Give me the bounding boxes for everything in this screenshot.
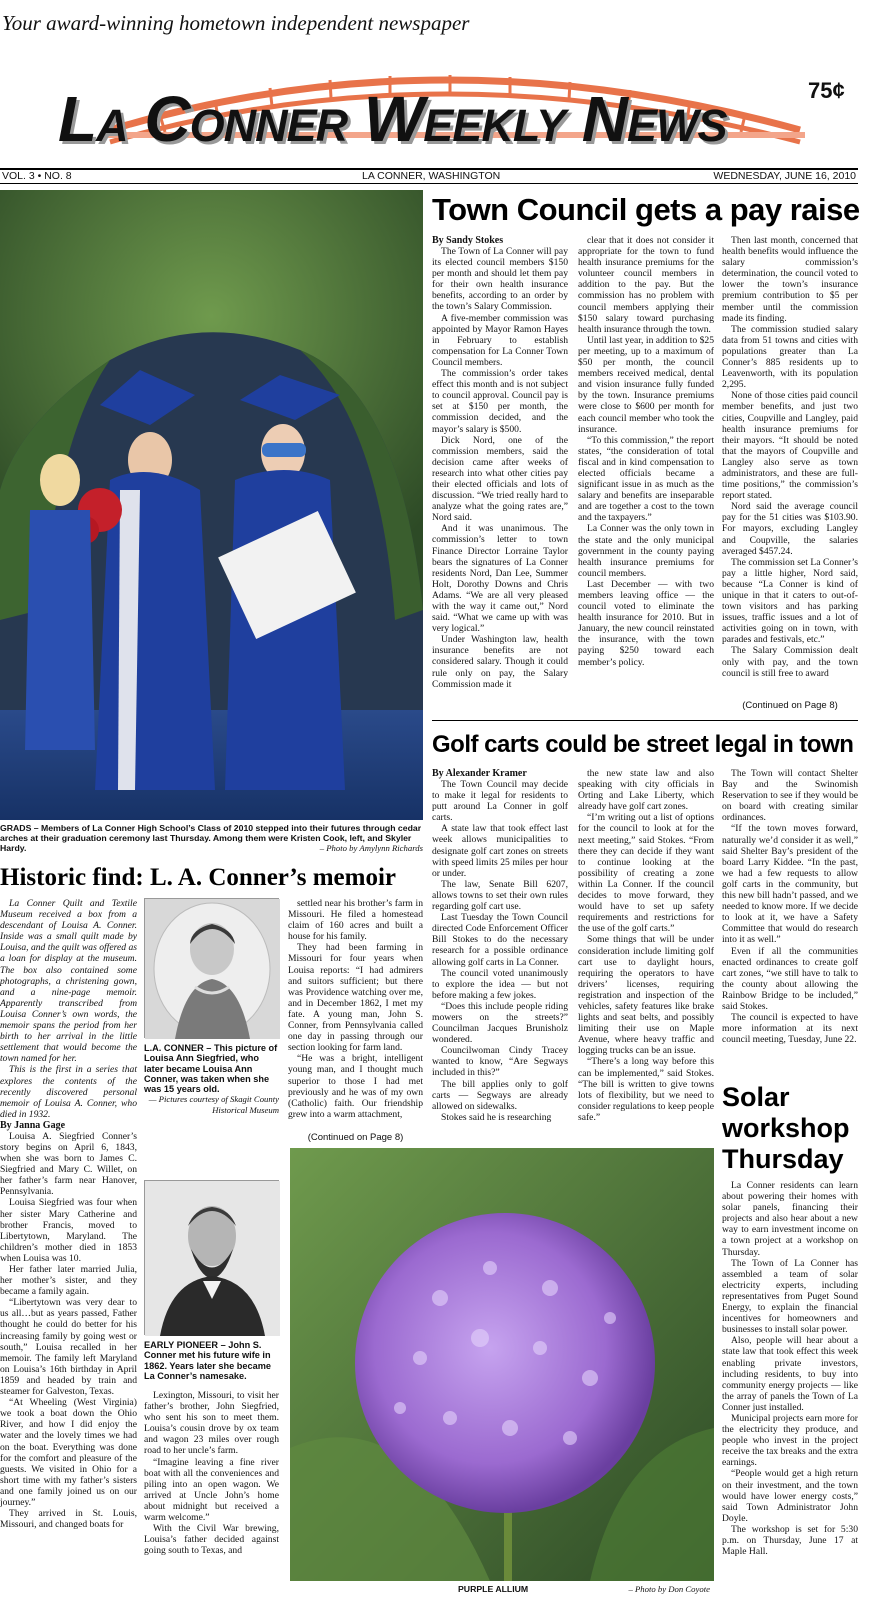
paragraph: The commission studied salary data from 51 towns and cities with populations greater than La Conner’s 885 residents up to Leavenworth, with its population 2,295.	[722, 323, 858, 391]
portrait-woman-icon	[145, 899, 280, 1039]
paragraph: Until last year, in addition to $25 per meeting, up to a maximum of $50 per month, the council members received medical, dental and vision insurance fully funded by the town. Insurance premiums were close to $600 per month for each council member who took the insurance.	[578, 334, 714, 435]
paragraph: This is the first in a series that explores the contents of the recently discovered personal memoir of Louisa A. Conner, who died in 1932.	[0, 1064, 137, 1120]
paragraph: Also, people will hear about a state law that took effect this week enabling private investors, including residents, to buy into community energy projects — like the array of panels the Town of La Conner just installed.	[722, 1335, 858, 1413]
louisa-portrait	[144, 898, 279, 1038]
graduation-photo	[0, 190, 423, 820]
divider	[432, 720, 858, 721]
paragraph: “There’s a long way before this can be implemented,” said Stokes. “The bill is written to give towns lots of flexibility, but we need to consider regulations to keep people safe.”	[578, 1056, 714, 1123]
paragraph: The Salary Commission dealt only with pay, and the town council is still free to award	[722, 645, 858, 679]
paragraph: “People would get a high return on their investment, and the town would have lower energy costs,” said Town Administrator John Doyle.	[722, 1468, 858, 1524]
paragraph: The Town Council may decide to make it legal for residents to putt around La Conner in golf carts.	[432, 779, 568, 824]
photo-credit: — Pictures courtesy of Skagit County Historical Museum	[148, 1094, 279, 1115]
paragraph: settled near his brother’s farm in Missouri. He filed a homestead claim of 160 acres and built a house for his family.	[288, 898, 423, 943]
memoir-column-2b	[144, 1390, 279, 1600]
council-column-1	[432, 235, 568, 715]
paragraph: “Imagine leaving a fine river boat with all the conveniences and piling into an open wagon. We arrived at Uncle John’s home about midnight but received a warm welcome.”	[144, 1456, 279, 1524]
council-column-2	[578, 235, 714, 715]
memoir-column-3a	[288, 898, 423, 1120]
paragraph: And it was unanimous. The commission’s letter to town Finance Director Lorraine Taylor bears the signatures of La Conner residents Nord, Dan Lee, Summer Holt, Dorothy Downs and Chris Adams. “We are all very pleased with the way it came out,” Nord said. “What we came up with was very logical.”	[432, 523, 568, 635]
council-headline: Town Council gets a pay raise	[432, 192, 860, 227]
paragraph: They had been farming in Missouri for four years when Louisa reports: “I had admirers and suitors sufficient; but there was Providence watching over me, and in December 1862, I met my fate. A young man, John S. Conner, from Pennsylvania called one day in passing through our section looking for farm land.	[288, 942, 423, 1054]
paragraph: “Does this include people riding mowers on the streets?” Councilman Jacques Brunisholz wondered.	[432, 1000, 568, 1046]
dateline-location: LA CONNER, WASHINGTON	[362, 170, 501, 182]
paragraph: Even if all the communities enacted ordinances to create golf cart zones, “we still have to talk to the county about allowing the Rainbow Bridge to be included,” said Stokes.	[722, 945, 858, 1012]
memoir-text-3a	[288, 898, 423, 1120]
paragraph: “To this commission,” the report states, “the consideration of total fiscal and in kind compensation to elected officials became a significant issue in as much as the salary and benefits are inseparable and are together a cost to the town and the taxpayers.”	[578, 434, 714, 524]
tagline: Your award-winning hometown independent newspaper	[2, 11, 470, 35]
masthead-title: La Conner Weekly News	[58, 83, 727, 155]
paragraph: clear that it does not consider it appropriate for the town to fund health insurance premiums for the volunteer council members in addition to the pay. But the commission has no problem with council members applying their $150 salary toward purchasing health insurance through the town.	[578, 235, 714, 335]
paragraph: A five-member commission was appointed by Mayor Ramon Hayes in February to establish compensation for La Conner Town Council members.	[432, 312, 568, 368]
memoir-headline: Historic find: L. A. Conner’s memoir	[0, 864, 397, 891]
paragraph: Louisa Siegfried was four when her sister Mary Catherine and brother Francis, moved to Libertytown, Maryland. The children’s mother died in 1853 when Louisa was 10.	[0, 1197, 137, 1264]
solar-headline: Solar workshop Thursday	[722, 1082, 850, 1174]
caption-text: PURPLE ALLIUM	[458, 1584, 529, 1594]
memoir-byline: By Janna Gage	[0, 1119, 66, 1131]
paragraph: Her father later married Julia, her mother’s sister, and they became a family again.	[0, 1264, 137, 1298]
paragraph: Last December — with two members leaving office — the council voted to eliminate the health insurance for 2010. But in January, the new council reinstated the insurance, with the town paying $250 toward each member’s policy.	[578, 578, 714, 668]
solar-column	[722, 1180, 858, 1600]
allium-flower-icon	[290, 1148, 714, 1581]
golf-text-3	[722, 768, 858, 1045]
price: 75¢	[808, 78, 845, 103]
memoir-column-1	[0, 898, 137, 1600]
allium-photo	[290, 1148, 714, 1581]
paragraph: The commission set La Conner’s pay a little higher, Nord said, because “La Conner is kind of unique in that it caters to out-of-town visitors and has parking issues, traffic issues and a lot of activities going on in town, with parades and festivals, etc.”	[722, 556, 858, 646]
paragraph: The council voted unanimously to explore the idea — but not before making a few jokes.	[432, 967, 568, 1001]
paragraph: None of those cities paid council member benefits, and just two cities, Coupville and Langley, paid health insurance premiums for their mayors. “It should be noted that the mayors of Coupville and Langley also serve as town administrators, and these are full-time positions,” the commission’s report stated.	[722, 390, 858, 502]
paragraph: La Conner was the only town in the state and the only municipal government in the county paying health insurance premiums for council members.	[578, 523, 714, 579]
paragraph: Dick Nord, one of the commission members, said the decision came after weeks of research into what other cities pay their elected officials and lots of discussion. “We tried really hard to analyze what the going rates are,” Nord said.	[432, 434, 568, 524]
memoir-text-1	[0, 1131, 137, 1530]
caption-lead: GRADS –	[0, 823, 42, 833]
golf-column-1	[432, 768, 568, 1146]
memoir-continued: (Continued on Page 8)	[307, 1132, 404, 1143]
golf-text-1	[432, 779, 568, 1123]
paragraph: A state law that took effect last week allows municipalities to designate golf cart zones on streets with speed limits 25 miles per hour or under.	[432, 823, 568, 879]
portrait-man-icon	[145, 1181, 280, 1336]
paragraph: Nord said the average council pay for the 51 cities was $103.90. For mayors, excluding Langley and Coupville, the salaries averaged $457.24.	[722, 501, 858, 557]
council-continued: (Continued on Page 8)	[742, 700, 838, 711]
paragraph: With the Civil War brewing, Louisa’s father decided against going south to Texas, and	[144, 1523, 279, 1557]
paragraph: Under Washington law, health insurance benefits are not considered salary. Though it could rule only on pay, the Salary Commission made it	[432, 634, 568, 690]
issue-date: WEDNESDAY, JUNE 16, 2010	[713, 170, 856, 182]
golf-headline: Golf carts could be street legal in town	[432, 731, 854, 758]
council-text-2	[578, 235, 714, 668]
paragraph: La Conner Quilt and Textile Museum received a box from a descendant of Louisa A. Conner. Inside was a small quilt made by Louisa, and the quilt was offered as a loan for display at the museum. The box also contained some photographs, a christening gown, and a nine-page memoir. Apparently transcribed from Louisa Conner’s own words, the memoir spans the period from her birth to her arrival in the little settlement that would become the town named for her.	[0, 898, 137, 1065]
paragraph: Municipal projects earn more for the electricity they produce, and people who invest in the project receive the tax breaks and the extra earnings.	[722, 1412, 858, 1469]
paragraph: Some things that will be under consideration include limiting golf cart use to daylight hours, requiring the operators to have drivers’ licenses, requiring registration and inspection of the vehicles, safety features like brake lights and seat belts, and possibly limiting their use on Maple Avenue, where heavy traffic and logging trucks can be an issue.	[578, 934, 714, 1057]
paragraph: The Town of La Conner has assembled a team of solar electricity experts, including representatives from Puget Sound Energy, to explain the financial incentives for homeowners and businesses to install solar power.	[722, 1257, 858, 1336]
paragraph: The Town of La Conner will pay its elected council members $150 per month and should let them pay for their own health insurance benefits, according to an order by the town’s Salary Commission.	[432, 246, 568, 313]
memoir-intro	[0, 898, 137, 1120]
caption-lead: EARLY PIONEER –	[144, 1340, 229, 1350]
council-text-3	[722, 235, 858, 679]
paragraph: Then last month, concerned that health benefits would influence the salary commission’s determination, the council voted to lower the town’s insurance premium contribution to $5 per member until the commission made its finding.	[722, 235, 858, 324]
paragraph: The law, Senate Bill 6207, allows towns to set their own rules regarding golf cart use.	[432, 878, 568, 913]
golf-column-3	[722, 768, 858, 1078]
photo-credit: – Photo by Amylynn Richards	[319, 843, 423, 853]
graduation-scene-icon	[0, 190, 423, 820]
paragraph: The workshop is set for 5:30 p.m. on Thursday, June 17 at Maple Hall.	[722, 1523, 858, 1558]
paragraph: Stokes said he is researching	[441, 1111, 552, 1123]
masthead	[0, 60, 875, 170]
paragraph: “Libertytown was very dear to us all…but as years passed, Father thought he could do better for his increasing family by going west or south,” Louisa recalled in her memoir. The family left Maryland on Louisa’s 16th birthday in April 1859 and headed by train and steamer for Galveston, Texas.	[0, 1297, 137, 1398]
john-caption	[144, 1340, 279, 1381]
graduation-caption	[0, 823, 423, 853]
paragraph: Louisa A. Siegfried Conner’s story begins on April 6, 1843, when she was born to James C. Siegfried and Mary C. Willet, on her father’s farm near Hanover, Pennsylvania.	[0, 1130, 137, 1198]
john-portrait	[144, 1180, 279, 1335]
solar-text	[722, 1180, 858, 1557]
photo-credit: – Photo by Don Coyote	[628, 1584, 710, 1594]
council-column-3	[722, 235, 858, 697]
paragraph: the new state law and also speaking with city officials in Orting and Lake Liberty, which already have golf cart zones.	[578, 768, 714, 813]
paragraph: Lexington, Missouri, to visit her father’s brother, John Siegfried, who sent his son to meet them. Louisa’s cousin drove by ox team and wagon 23 miles over rough road to her uncle’s farm.	[144, 1390, 279, 1457]
volume-number: VOL. 3 • NO. 8	[2, 170, 72, 182]
caption-text: This picture of Louisa Ann Siegfried, who later became Louisa Ann Conner, was taken when she was 15 years old.	[144, 1043, 278, 1095]
council-text-1	[432, 246, 568, 690]
louisa-caption	[144, 1043, 279, 1115]
paragraph: The bill applies only to golf carts — Segways are already allowed on sidewalks.	[432, 1078, 568, 1112]
paragraph: “If the town moves forward, naturally we’d consider it as well,” said Shelter Bay’s president of the board Larry Kiddee. “In the past, we had a few requests to allow golf carts in the community, but this new bill hadn’t passed, and we needed to know more. If we decide to look at it, we have a Safety Committee that would do research into it as well.”	[722, 823, 858, 946]
golf-column-2	[578, 768, 714, 1146]
council-byline: By Sandy Stokes	[432, 235, 504, 246]
paragraph: The Town will contact Shelter Bay and the Swinomish Reservation to see if they would be on board with creating similar ordinances.	[722, 768, 858, 824]
golf-text-2	[578, 768, 714, 1123]
golf-byline: By Alexander Kramer	[432, 768, 527, 779]
paragraph: Councilwoman Cindy Tracey wanted to know, “Are Segways included in this?”	[432, 1045, 568, 1079]
paragraph: The commission’s order takes effect this month and is not subject to council approval. Council pay is set at $150 per month, the commission decided, and the mayor’s salary is $500.	[432, 368, 568, 435]
paragraph: They arrived in St. Louis, Missouri, and changed boats for	[0, 1508, 137, 1531]
caption-lead: L.A. CONNER –	[144, 1043, 214, 1053]
dateline	[0, 168, 858, 184]
paragraph: “He was a bright, intelligent young man, and I thought much superior to those I had met previously and he was of my own (Catholic) faith. Our friendship grew into a warm attachment,	[288, 1053, 423, 1120]
paragraph: The council is expected to have more information at its next council meeting, Tuesday, June 22.	[722, 1012, 858, 1046]
caption-text: John S. Conner met his future wife in 1862. Years later she became La Conner’s namesake.	[144, 1340, 272, 1381]
paragraph: La Conner residents can learn about powering their homes with solar panels, financing their projects and also hear about a new way to earn investment income on a town project at a workshop on Thursday.	[722, 1180, 858, 1258]
paragraph: “I’m writing out a list of options for the council to look at for the next meeting,” said Stokes. “From there they can decide if they want to continue looking at the possibility of creating a zone within La Conner. If the council decides to move forward, they would have to set up safety requirements and restrictions for the use of the golf carts.”	[578, 812, 714, 935]
memoir-text-2b	[144, 1390, 279, 1556]
paragraph: Last Tuesday the Town Council directed Code Enforcement Officer Bill Stokes to do the necessary research for a possible ordinance allowing golf carts in La Conner.	[432, 912, 568, 968]
paragraph: “At Wheeling (West Virginia) we took a boat down the Ohio River, and how I did enjoy the water and the lovely times we had on the boat. Everything was done for the comfort and pleasure of the guests. We visited in Ohio for a short time with my father’s sisters and one family joined us on our journey.”	[0, 1397, 137, 1508]
caption-text: Members of La Conner High School’s Class of 2010 stepped into their futures through cedar arches at their graduation ceremony last Thursday. Among them were Kristen Cook, left, and Skyler Hardy.	[0, 823, 422, 853]
